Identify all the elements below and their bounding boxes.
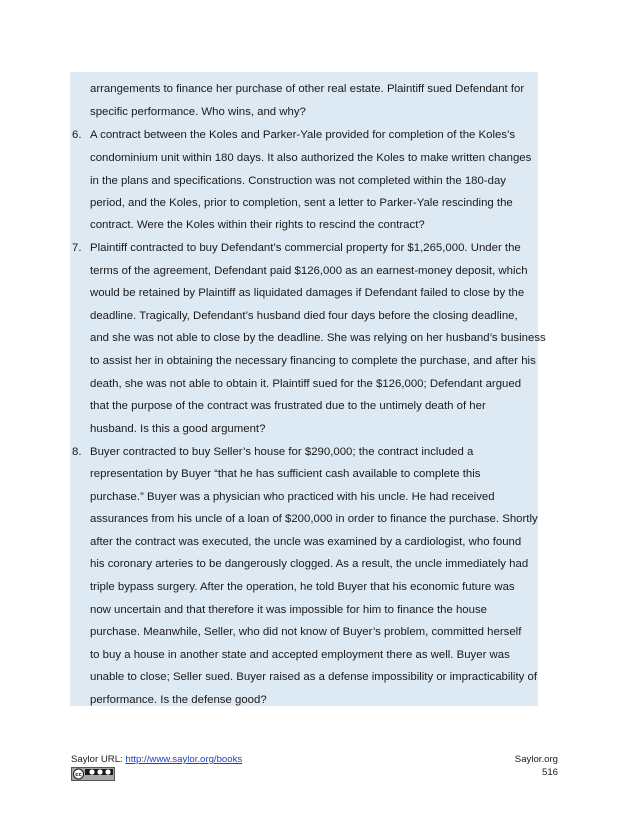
item-7-line: death, she was not able to obtain it. Plaintiff sued for the $126,000; Defendant argued — [90, 378, 522, 390]
item-7-line: that the purpose of the contract was frustrated due to the untimely death of her — [90, 400, 486, 412]
item-7-number: 7. — [72, 242, 82, 254]
item-6-line: period, and the Koles, prior to completion, sent a letter to Parker-Yale rescinding the — [90, 197, 513, 209]
item-8-line: unable to close; Seller sued. Buyer raised as a defense impossibility or impracticability of — [90, 671, 537, 683]
creative-commons-license-icon[interactable] — [71, 767, 115, 781]
item-6-line: A contract between the Koles and Parker-Yale provided for completion of the Koles’s — [90, 129, 516, 141]
svg-text:cc: cc — [75, 772, 82, 779]
item-7-line: terms of the agreement, Defendant paid $126,000 as an earnest-money deposit, which — [90, 265, 528, 277]
page-number: 516 — [541, 767, 558, 778]
item-8-line: Buyer contracted to buy Seller’s house for $290,000; the contract included a — [90, 446, 474, 458]
item-continued-line: specific performance. Who wins, and why? — [90, 106, 306, 118]
item-8-line: performance. Is the defense good? — [90, 694, 267, 706]
item-7-line: to assist her in obtaining the necessary financing to complete the purchase, and after his — [90, 355, 536, 367]
item-8-number: 8. — [72, 446, 82, 458]
item-continued-line: arrangements to finance her purchase of other real estate. Plaintiff sued Defendant for — [90, 83, 525, 95]
item-8-line: representation by Buyer “that he has sufficient cash available to complete this — [90, 468, 481, 480]
item-6-line: contract. Were the Koles within their rights to rescind the contract? — [90, 219, 425, 231]
item-8-line: now uncertain and that therefore it was impossible for him to finance the house — [90, 604, 487, 616]
item-8-line: after the contract was executed, the uncle was examined by a cardiologist, who found — [90, 536, 522, 548]
item-8-line: his coronary arteries to be dangerously clogged. As a result, the uncle immediately had — [90, 558, 529, 570]
item-7-line: husband. Is this a good argument? — [90, 423, 266, 435]
footer-url-label: Saylor URL: — [71, 754, 126, 765]
footer-site: Saylor.org — [514, 754, 558, 765]
item-7-line: and she was not able to close by the deadline. She was relying on her husband’s business — [90, 332, 546, 344]
item-8-line: purchase. Meanwhile, Seller, who did not know of Buyer’s problem, committed herself — [90, 626, 522, 638]
item-8-line: purchase.” Buyer was a physician who practiced with his uncle. He had received — [90, 491, 495, 503]
item-8-line: triple bypass surgery. After the operation, he told Buyer that his economic future was — [90, 581, 515, 593]
item-6-line: condominium unit within 180 days. It also authorized the Koles to make written changes — [90, 152, 532, 164]
footer-url-link[interactable]: http://www.saylor.org/books — [125, 754, 243, 765]
item-7-line: Plaintiff contracted to buy Defendant’s commercial property for $1,265,000. Under the — [90, 242, 521, 254]
item-7-line: would be retained by Plaintiff as liquidated damages if Defendant failed to close by the — [90, 287, 525, 299]
footer-source — [71, 754, 242, 766]
item-7-line: deadline. Tragically, Defendant’s husband died four days before the closing deadline, — [90, 310, 518, 322]
item-8-line: assurances from his uncle of a loan of $200,000 in order to finance the purchase. Shortly — [90, 513, 538, 525]
item-6-line: in the plans and specifications. Construction was not completed within the 180-day — [90, 175, 506, 187]
item-8-line: to buy a house in another state and accepted employment there as well. Buyer was — [90, 649, 510, 661]
cc-by-badge-graphic — [72, 768, 114, 780]
item-6-number: 6. — [72, 129, 82, 141]
